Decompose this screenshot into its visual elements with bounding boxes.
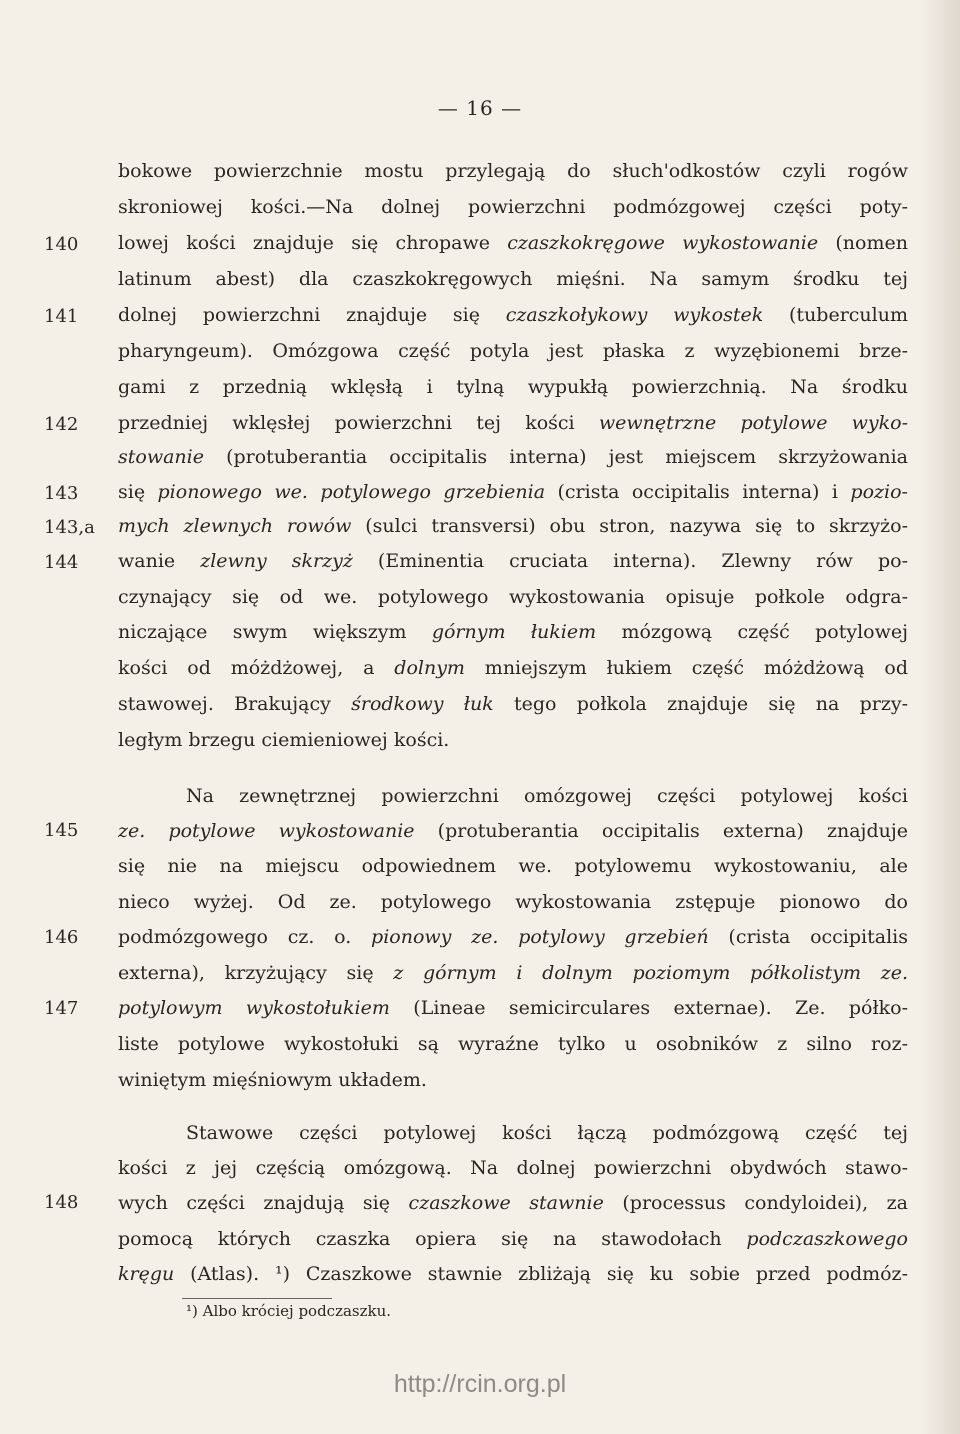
term-italic: środkowy łuk — [351, 693, 494, 715]
text-line: bokowe powierzchnie mostu przylegają do słuch'odkostów czyli rogów — [118, 160, 908, 182]
term-italic: górnym łukiem — [431, 621, 597, 643]
text-line: się nie na miejscu odpowiednem we. potylowemu wykostowaniu, ale — [118, 855, 908, 877]
footnote-divider — [182, 1298, 332, 1299]
text-line: pomocą których czaszka opiera się na stawodołach podczaszkowego — [118, 1228, 908, 1250]
margin-number: 140 — [44, 234, 79, 255]
text-line: niczające swym większym górnym łukiem mózgową część potylowej — [118, 621, 908, 643]
margin-number: 141 — [44, 306, 79, 327]
term-italic: podczaszkowego — [746, 1228, 908, 1250]
text-line: winiętym mięśniowym układem. — [118, 1069, 427, 1091]
text-line: przedniej wklęsłej powierzchni tej kości wewnętrzne potylowe wyko- — [118, 412, 908, 434]
term-italic: stowanie — [118, 446, 204, 468]
text-line: wych części znajdują się czaszkowe stawnie (processus condyloidei), za — [118, 1192, 908, 1214]
text-line: gami z przednią wklęsłą i tylną wypukłą powierzchnią. Na środku — [118, 376, 908, 398]
text-line: liste potylowe wykostołuki są wyraźne tylko u osobników z silno roz- — [118, 1033, 908, 1055]
margin-number: 147 — [44, 998, 79, 1019]
term-italic: z górnym i dolnym poziomym półkolistym ze. — [393, 962, 909, 984]
term-italic: wewnętrzne potylowe wyko- — [598, 412, 908, 434]
term-italic: pionowego we. potylowego grzebienia — [157, 481, 546, 503]
term-italic: czaszkowe stawnie — [408, 1192, 604, 1214]
footnote: ¹) Albo króciej podczaszku. — [186, 1302, 392, 1320]
page-edge-shadow — [920, 0, 960, 1434]
text-line: mych zlewnych rowów (sulci transversi) obu stron, nazywa się to skrzyżo- — [118, 515, 909, 537]
text-line: wanie zlewny skrzyż (Eminentia cruciata interna). Zlewny rów po- — [118, 550, 908, 572]
margin-number: 142 — [44, 414, 79, 435]
text-line: externa), krzyżujący się z górnym i dolnym poziomym półkolistym ze. — [118, 962, 909, 984]
text-line: potylowym wykostołukiem (Lineae semicirculares externae). Ze. półko- — [118, 997, 909, 1019]
text-line: Stawowe części potylowej kości łączą podmózgową część tej — [186, 1122, 908, 1144]
term-italic: kręgu — [118, 1263, 175, 1285]
text-line: kości z jej częścią omózgową. Na dolnej powierzchni obydwóch stawo- — [118, 1157, 908, 1179]
margin-number: 143 — [44, 483, 79, 504]
term-italic: mych zlewnych rowów — [118, 515, 352, 537]
text-line: nieco wyżej. Od ze. potylowego wykostowania zstępuje pionowo do — [118, 891, 908, 913]
text-line: lowej kości znajduje się chropawe czaszkokręgowe wykostowanie (nomen — [118, 232, 908, 254]
term-italic: pionowy ze. potylowy grzebień — [371, 926, 709, 948]
text-line: się pionowego we. potylowego grzebienia (crista occipitalis interna) i pozio- — [118, 481, 908, 503]
text-line: ległym brzegu ciemieniowej kości. — [118, 729, 450, 751]
page-number: — 16 — — [437, 96, 523, 120]
text-line: latinum abest) dla czaszkokręgowych mięśni. Na samym środku tej — [118, 268, 908, 290]
term-italic: czaszkołykowy wykostek — [505, 304, 764, 326]
margin-number: 148 — [44, 1192, 79, 1213]
term-italic: potylowym wykostołukiem — [118, 997, 390, 1019]
text-line: skroniowej kości.—Na dolnej powierzchni podmózgowej części poty- — [118, 196, 908, 218]
text-line: podmózgowego cz. o. pionowy ze. potylowy grzebień (crista occipitalis — [118, 926, 908, 948]
term-italic: pozio- — [850, 481, 908, 503]
margin-number: 146 — [44, 927, 79, 948]
margin-number: 144 — [44, 552, 79, 573]
term-italic: ze. potylowe wykostowanie — [118, 820, 415, 842]
text-line: kręgu (Atlas). ¹) Czaszkowe stawnie zbliżają się ku sobie przed podmóz- — [118, 1263, 908, 1285]
watermark: http://rcin.org.pl — [393, 1370, 567, 1398]
margin-number: 145 — [44, 820, 79, 841]
term-italic: dolnym — [394, 657, 465, 679]
text-line: pharyngeum). Omózgowa część potyla jest płaska z wyzębionemi brze- — [118, 340, 908, 362]
term-italic: czaszkokręgowe wykostowanie — [507, 232, 819, 254]
text-line: Na zewnętrznej powierzchni omózgowej części potylowej kości — [186, 785, 908, 807]
text-line: stawowej. Brakujący środkowy łuk tego połkola znajduje się na przy- — [118, 693, 908, 715]
text-line: stowanie (protuberantia occipitalis interna) jest miejscem skrzyżowania — [118, 446, 908, 468]
term-italic: zlewny skrzyż — [200, 550, 353, 572]
text-line: ze. potylowe wykostowanie (protuberantia occipitalis externa) znajduje — [118, 820, 908, 842]
text-line: kości od móżdżowej, a dolnym mniejszym łukiem część móżdżową od — [118, 657, 908, 679]
text-line: dolnej powierzchni znajduje się czaszkołykowy wykostek (tuberculum — [118, 304, 908, 326]
margin-number: 143,a — [44, 517, 95, 538]
text-line: czynający się od we. potylowego wykostowania opisuje połkole odgra- — [118, 586, 908, 608]
